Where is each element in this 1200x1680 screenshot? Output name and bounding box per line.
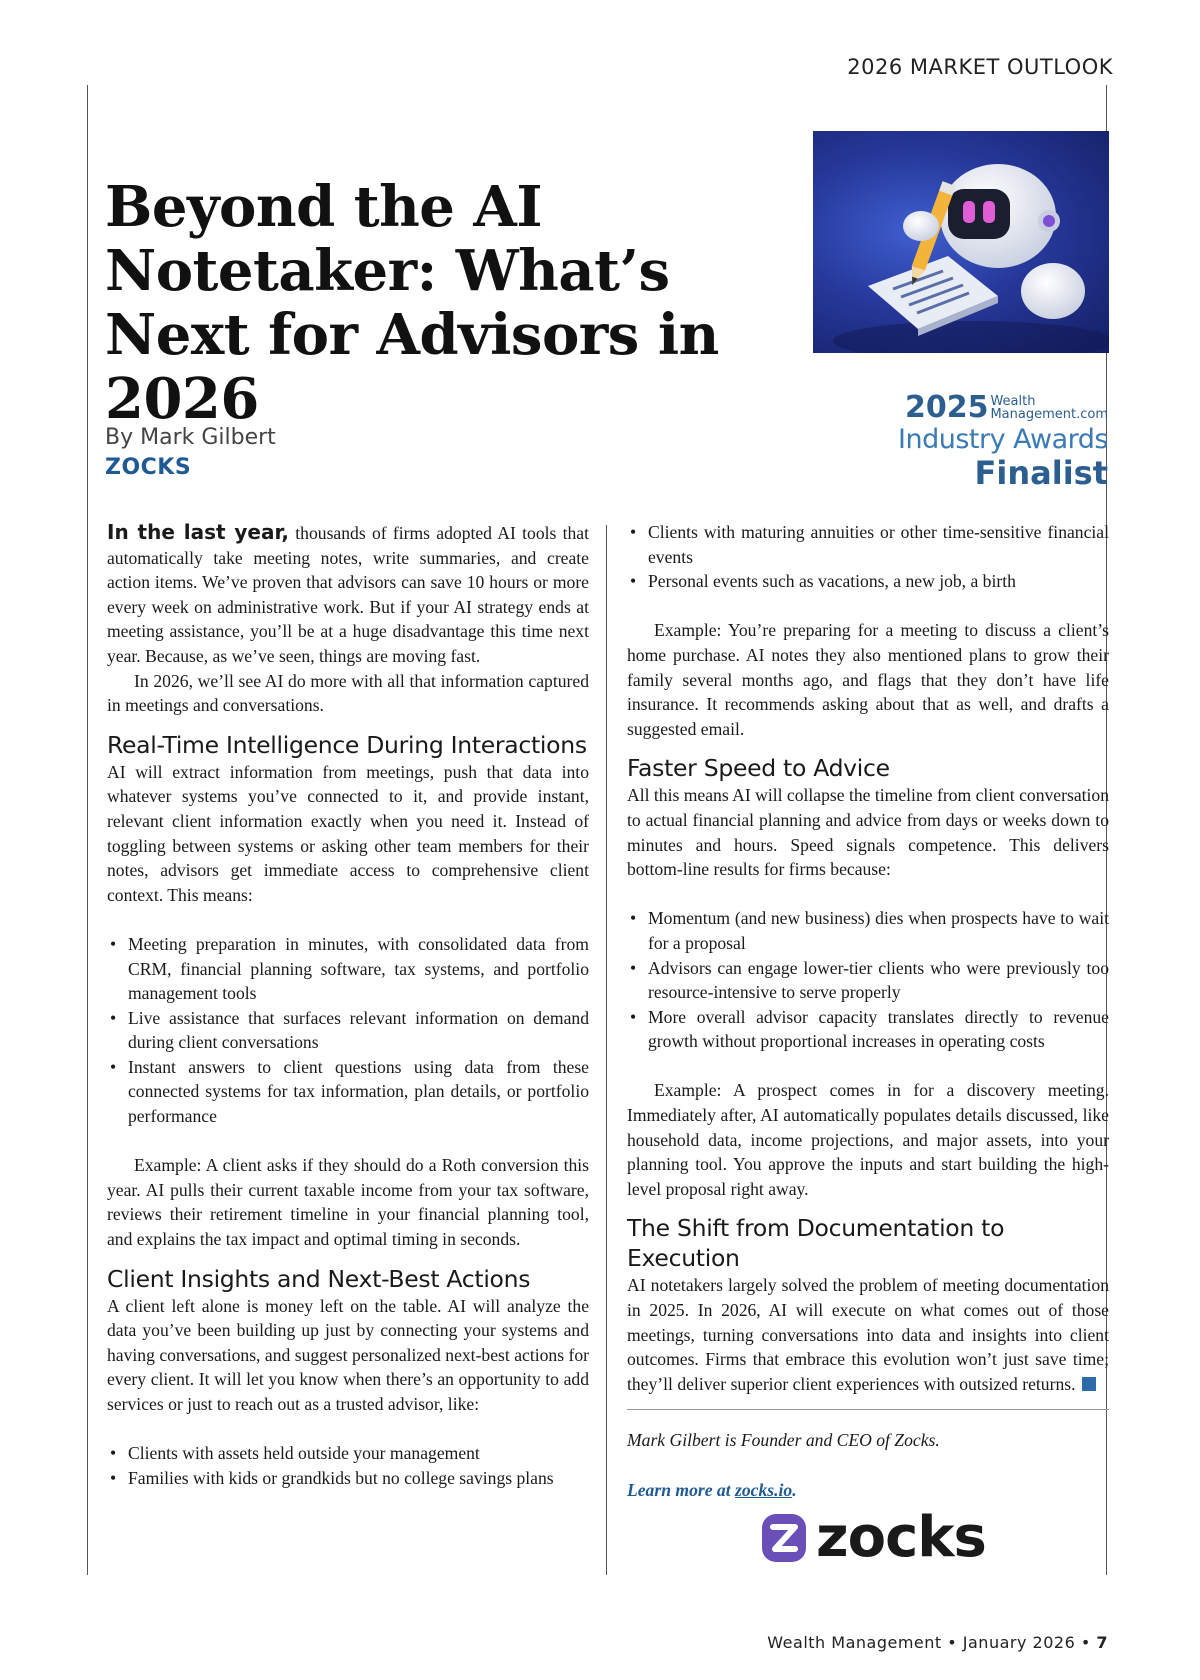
list-item: • Advisors can engage lower-tier clients who were previously too resource-intensive to serve properly xyxy=(627,956,1109,1005)
zocks-wordmark: zocks xyxy=(816,1505,986,1570)
list-item: • Instant answers to client questions using data from these connected systems for tax information, plan details, or portfolio performance xyxy=(107,1055,589,1129)
zocks-logo xyxy=(760,1505,986,1570)
award-publication-line2: Management.com xyxy=(990,406,1108,422)
zocks-website-link[interactable]: zocks.io xyxy=(735,1479,793,1500)
award-publication xyxy=(990,395,1108,421)
section-label: 2026 MARKET OUTLOOK xyxy=(847,55,1113,79)
robot-writing-icon xyxy=(813,131,1109,353)
home-purchase-example-paragraph: Example: You’re preparing for a meeting to discuss a client’s home purchase. AI notes they also mentioned plans to grow their family several months ago, and flags that they don’t have life insurance. It recommends asking about that as well, and drafts a suggested email. xyxy=(627,620,1109,739)
author-bio: Mark Gilbert is Founder and CEO of Zocks. xyxy=(627,1430,940,1451)
award-badge xyxy=(898,390,1108,491)
intro-text: thousands of firms adopted AI tools that automatically take meeting notes, write summaries, and create action items. We’ve proven that advisors can save 10 hours or more every week on administrative work. But if your AI strategy ends at meeting assistance, you’ll be at a huge disadvantage this time next year. Because, as we’ve seen, things are moving fast. xyxy=(107,523,590,666)
list-item: • Clients with maturing annuities or other time-sensitive financial events xyxy=(627,520,1109,569)
client-insights-bullet-list-continued xyxy=(627,520,1109,594)
zocks-logo-mark-icon xyxy=(760,1512,808,1564)
speed-to-advice-paragraph: All this means AI will collapse the timeline from client conversation to actual financial planning and advice from days or weeks down to minutes and hours. Speed signals competence. This delivers bottom-line results for firms because: xyxy=(627,785,1109,880)
award-year: 2025 xyxy=(904,390,989,425)
learn-more-suffix: . xyxy=(792,1479,797,1500)
left-margin-rule xyxy=(87,85,88,1575)
heading-shift-to-execution: The Shift from Documentation to Execution xyxy=(627,1214,1005,1273)
list-item: • Personal events such as vacations, a new job, a birth xyxy=(627,569,1109,594)
list-item: • Momentum (and new business) dies when prospects have to wait for a proposal xyxy=(627,906,1109,955)
execution-paragraph xyxy=(627,1273,1109,1396)
speed-to-advice-bullet-list xyxy=(627,906,1109,1054)
intro-paragraph-2: In 2026, we’ll see AI do more with all that information captured in meetings and conversations. xyxy=(107,670,589,716)
discovery-meeting-example-paragraph: Example: A prospect comes in for a discovery meeting. Immediately after, AI automatically populates details discussed, like household data, income projections, and major assets, into your planning tool. You approve the inputs and start building the high-level proposal right away. xyxy=(627,1080,1109,1199)
real-time-paragraph: AI will extract information from meetings, push that data into whatever systems you’ve connected to it, and provide instant, relevant client information exactly when you need it. Instead of toggling between systems or asking other team members for their notes, advisors get immediate access to comprehensive client context. This means: xyxy=(107,761,589,905)
article-title: Beyond the AI Notetaker: What’s Next for Advisors in 2026 xyxy=(105,174,719,432)
hero-robot-illustration xyxy=(813,131,1109,353)
page-footer xyxy=(767,1633,1108,1652)
client-insights-paragraph: A client left alone is money left on the table. AI will analyze the data you’ve been building up just by connecting your systems and having conversations, and suggest personalized next-best actions for every client. It will let you know when there’s an opportunity to add services or just to reach out as a trusted advisor, like: xyxy=(107,1295,589,1414)
bio-separator xyxy=(627,1409,1109,1410)
left-column xyxy=(107,520,589,1490)
client-insights-bullet-list xyxy=(107,1441,589,1490)
list-item: • Live assistance that surfaces relevant information on demand during client conversations xyxy=(107,1006,589,1055)
award-status: Finalist xyxy=(974,454,1108,492)
list-item: • Families with kids or grandkids but no college savings plans xyxy=(107,1466,589,1491)
learn-more-prefix: Learn more at xyxy=(627,1479,736,1500)
column-divider xyxy=(606,525,607,1575)
byline: By Mark Gilbert xyxy=(105,425,276,450)
end-of-article-mark xyxy=(1082,1377,1096,1391)
right-column xyxy=(627,520,1109,1502)
intro-lead: In the last year, xyxy=(107,520,290,544)
intro-paragraph xyxy=(107,520,589,669)
list-item: • More overall advisor capacity translates directly to revenue growth without proportional increases in operating costs xyxy=(627,1005,1109,1054)
list-item: • Meeting preparation in minutes, with consolidated data from CRM, financial planning software, tax systems, and portfolio management tools xyxy=(107,932,589,1006)
learn-more-line xyxy=(627,1478,1109,1503)
heading-client-insights: Client Insights and Next-Best Actions xyxy=(107,1264,531,1293)
real-time-bullet-list xyxy=(107,932,589,1129)
award-publication-line1: Wealth xyxy=(990,393,1036,409)
roth-example-paragraph: Example: A client asks if they should do a Roth conversion this year. AI pulls their current taxable income from your tax software, reviews their retirement timeline in your financial planning tool, and explains the tax impact and optimal timing in seconds. xyxy=(107,1155,589,1250)
footer-publication: Wealth Management • January 2026 • xyxy=(767,1633,1097,1652)
heading-real-time-intelligence: Real-Time Intelligence During Interactions xyxy=(107,730,587,759)
byline-company: ZOCKS xyxy=(105,455,192,480)
award-name: Industry Awards xyxy=(898,424,1108,455)
execution-text: AI notetakers largely solved the problem of meeting documentation in 2025. In 2026, AI will execute on what comes out of those meetings, turning conversations into data and insights into client outcomes. Firms that embrace this evolution won’t just save time; they’ll deliver superior client experiences with outsized returns. xyxy=(627,1275,1109,1394)
heading-faster-speed-to-advice: Faster Speed to Advice xyxy=(627,754,890,783)
page-number: 7 xyxy=(1096,1633,1108,1652)
list-item: • Clients with assets held outside your management xyxy=(107,1441,589,1466)
